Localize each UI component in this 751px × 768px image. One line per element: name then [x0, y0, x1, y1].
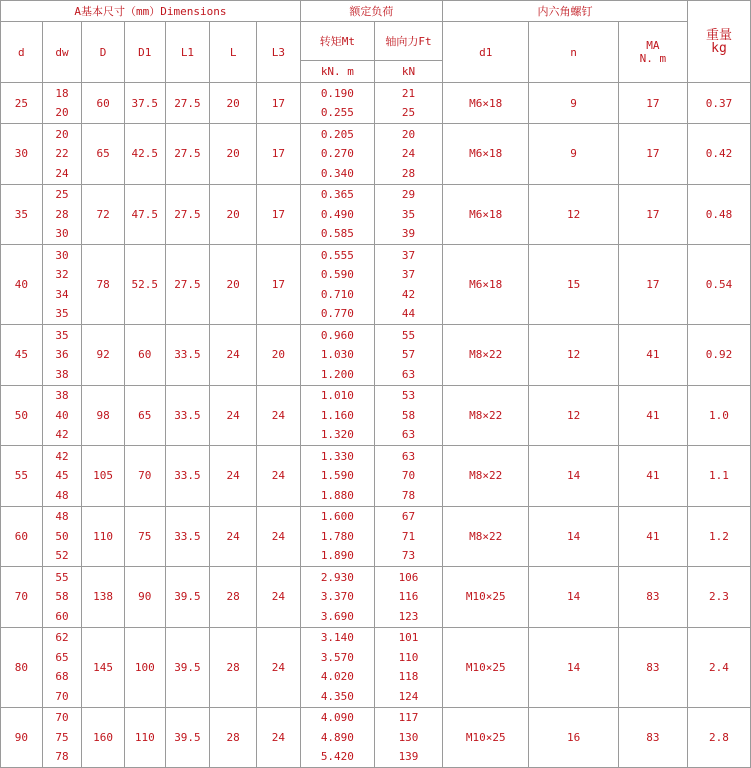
cell-d1: M8×22	[443, 446, 529, 507]
cell-kg: 1.0	[687, 385, 750, 446]
cell-mt	[300, 446, 374, 507]
col-header-ma	[618, 22, 687, 83]
cell-ma: 41	[618, 325, 687, 386]
cell-D: 65	[82, 124, 125, 185]
cell-dw-value: 52	[55, 549, 69, 562]
col-header-L: L	[210, 22, 257, 83]
cell-mt	[300, 83, 374, 124]
cell-ft	[374, 627, 442, 707]
col-header-D1: D1	[124, 22, 165, 83]
cell-dw	[42, 446, 82, 507]
cell-d: 80	[1, 627, 43, 707]
cell-D1: 70	[124, 446, 165, 507]
cell-ft-value: 63	[401, 428, 416, 441]
cell-dw-value: 55	[55, 570, 69, 584]
cell-ma: 17	[618, 184, 687, 245]
cell-ma: 83	[618, 707, 687, 768]
cell-D1: 42.5	[124, 124, 165, 185]
cell-dw-value: 30	[55, 248, 69, 262]
cell-D1: 110	[124, 707, 165, 768]
cell-d1: M10×25	[443, 567, 529, 628]
cell-mt-value: 2.930	[320, 570, 354, 584]
cell-mt-value: 1.780	[320, 529, 354, 543]
cell-dw-value: 38	[55, 389, 69, 402]
cell-L3: 20	[257, 325, 301, 386]
cell-L3: 24	[257, 707, 301, 768]
cell-d: 70	[1, 567, 43, 628]
cell-L1: 27.5	[165, 245, 210, 325]
cell-L1: 27.5	[165, 184, 210, 245]
cell-L1: 33.5	[165, 446, 210, 507]
cell-D: 92	[82, 325, 125, 386]
col-header-L1: L1	[165, 22, 210, 83]
cell-n: 14	[529, 446, 618, 507]
cell-ft-value: 63	[401, 367, 416, 381]
cell-ft-value: 55	[401, 328, 416, 342]
cell-ft-value: 39	[401, 227, 416, 240]
cell-dw-value: 78	[55, 750, 69, 763]
cell-mt-value: 4.350	[320, 689, 354, 703]
cell-mt-value: 0.255	[320, 106, 354, 119]
cell-ma: 83	[618, 627, 687, 707]
cell-ft-value: 37	[401, 268, 416, 281]
cell-L3: 17	[257, 184, 301, 245]
cell-dw	[42, 184, 82, 245]
cell-d: 25	[1, 83, 43, 124]
cell-mt-value: 1.320	[320, 428, 354, 441]
cell-D: 72	[82, 184, 125, 245]
cell-D: 145	[82, 627, 125, 707]
cell-ft-value: 29	[401, 188, 416, 201]
cell-mt-value: 1.200	[320, 367, 354, 381]
cell-d1: M8×22	[443, 325, 529, 386]
cell-ft-value: 118	[398, 670, 419, 683]
cell-L3: 17	[257, 245, 301, 325]
cell-ft	[374, 325, 442, 386]
cell-mt-value: 0.205	[320, 127, 354, 141]
cell-d1: M6×18	[443, 184, 529, 245]
cell-dw-value: 65	[55, 650, 69, 664]
cell-L3: 24	[257, 446, 301, 507]
cell-ft	[374, 184, 442, 245]
cell-dw-value: 30	[55, 227, 69, 240]
cell-mt-value: 1.330	[320, 449, 354, 463]
cell-mt-value: 0.490	[320, 207, 354, 221]
cell-mt-value: 1.030	[320, 348, 354, 361]
cell-kg: 2.3	[687, 567, 750, 628]
cell-dw-value: 42	[55, 449, 69, 463]
cell-dw-value: 35	[55, 328, 69, 342]
cell-ft-value: 110	[398, 650, 419, 664]
cell-d: 60	[1, 506, 43, 567]
cell-ft-value: 101	[398, 631, 419, 644]
cell-ft-value: 25	[401, 106, 416, 119]
cell-ft-value: 78	[401, 488, 416, 502]
cell-mt-value: 1.010	[320, 389, 354, 402]
cell-mt-value: 3.690	[320, 609, 354, 623]
unit-axial-force: kN	[374, 61, 442, 83]
cell-dw	[42, 124, 82, 185]
header-group-row	[1, 1, 751, 22]
cell-dw-value: 45	[55, 469, 69, 482]
cell-ft	[374, 446, 442, 507]
header-column-row	[1, 22, 751, 61]
cell-dw-value: 25	[55, 188, 69, 201]
col-header-d1: d1	[443, 22, 529, 83]
ma-label: MA	[646, 39, 660, 52]
cell-D: 138	[82, 567, 125, 628]
cell-ma: 17	[618, 245, 687, 325]
cell-dw	[42, 83, 82, 124]
cell-dw	[42, 385, 82, 446]
cell-ft-value: 37	[401, 248, 416, 262]
cell-dw-value: 32	[55, 268, 69, 281]
cell-ft-value: 35	[401, 207, 416, 221]
cell-mt	[300, 124, 374, 185]
cell-d1: M10×25	[443, 707, 529, 768]
cell-mt-value: 0.555	[320, 248, 354, 262]
cell-mt-value: 0.590	[320, 268, 354, 281]
cell-ft	[374, 567, 442, 628]
cell-dw-value: 35	[55, 307, 69, 320]
cell-ft-value: 130	[398, 730, 419, 744]
weight-unit: kg	[711, 40, 727, 56]
table-row	[1, 325, 751, 386]
cell-mt	[300, 506, 374, 567]
cell-mt-value: 0.190	[320, 86, 354, 100]
cell-D: 98	[82, 385, 125, 446]
col-header-L3: L3	[257, 22, 301, 83]
cell-d1: M6×18	[443, 245, 529, 325]
cell-mt-value: 5.420	[320, 750, 354, 763]
cell-dw-value: 22	[55, 147, 69, 160]
cell-ft-value: 70	[401, 469, 416, 482]
cell-D1: 65	[124, 385, 165, 446]
cell-mt-value: 3.370	[320, 590, 354, 603]
cell-d: 40	[1, 245, 43, 325]
cell-kg: 0.42	[687, 124, 750, 185]
ma-unit: N. m	[639, 52, 667, 65]
cell-mt	[300, 627, 374, 707]
cell-mt-value: 3.570	[320, 650, 354, 664]
col-header-torque: 转矩Mt	[300, 22, 374, 61]
cell-L: 24	[210, 385, 257, 446]
cell-L: 20	[210, 184, 257, 245]
header-rated-load: 额定负荷	[300, 1, 442, 22]
cell-kg: 2.8	[687, 707, 750, 768]
cell-mt	[300, 567, 374, 628]
cell-D1: 47.5	[124, 184, 165, 245]
cell-mt-value: 0.770	[320, 307, 354, 320]
cell-dw	[42, 627, 82, 707]
cell-ft	[374, 245, 442, 325]
cell-mt-value: 4.020	[320, 670, 354, 683]
cell-mt-value: 0.270	[320, 147, 354, 160]
cell-n: 14	[529, 627, 618, 707]
cell-dw-value: 34	[55, 287, 69, 301]
cell-d: 45	[1, 325, 43, 386]
cell-dw-value: 24	[55, 166, 69, 180]
col-header-n: n	[529, 22, 618, 83]
cell-mt-value: 3.140	[320, 631, 354, 644]
cell-dw-value: 20	[55, 127, 69, 141]
cell-D1: 37.5	[124, 83, 165, 124]
cell-L3: 17	[257, 124, 301, 185]
cell-ft	[374, 83, 442, 124]
cell-dw-value: 36	[55, 348, 69, 361]
cell-L: 28	[210, 627, 257, 707]
cell-L: 24	[210, 325, 257, 386]
cell-d1: M8×22	[443, 385, 529, 446]
cell-L3: 24	[257, 385, 301, 446]
cell-ft-value: 57	[401, 348, 416, 361]
cell-ft-value: 21	[401, 86, 416, 100]
cell-n: 15	[529, 245, 618, 325]
cell-dw-value: 58	[55, 590, 69, 603]
cell-mt	[300, 707, 374, 768]
header-basic-dimensions: A基本尺寸（mm）Dimensions	[1, 1, 301, 22]
cell-mt-value: 1.880	[320, 488, 354, 502]
cell-d1: M6×18	[443, 83, 529, 124]
cell-dw-value: 75	[55, 730, 69, 744]
cell-mt	[300, 385, 374, 446]
table-row	[1, 83, 751, 124]
cell-L1: 27.5	[165, 83, 210, 124]
cell-n: 12	[529, 325, 618, 386]
cell-dw-value: 20	[55, 106, 69, 119]
cell-kg: 2.4	[687, 627, 750, 707]
cell-D1: 52.5	[124, 245, 165, 325]
cell-L: 28	[210, 707, 257, 768]
table-row	[1, 567, 751, 628]
cell-ft	[374, 506, 442, 567]
cell-kg: 0.37	[687, 83, 750, 124]
table-row	[1, 124, 751, 185]
cell-L1: 39.5	[165, 627, 210, 707]
cell-mt	[300, 325, 374, 386]
cell-kg: 0.48	[687, 184, 750, 245]
cell-L1: 39.5	[165, 567, 210, 628]
cell-n: 9	[529, 83, 618, 124]
cell-dw-value: 48	[55, 510, 69, 523]
cell-dw-value: 68	[55, 670, 69, 683]
cell-dw-value: 70	[55, 689, 69, 703]
cell-ma: 17	[618, 124, 687, 185]
weight-title: 重量	[705, 27, 732, 43]
cell-ma: 41	[618, 385, 687, 446]
cell-mt-value: 1.890	[320, 549, 354, 562]
cell-ft-value: 139	[398, 750, 419, 763]
table-row	[1, 627, 751, 707]
cell-ft	[374, 707, 442, 768]
cell-ft-value: 58	[401, 408, 416, 422]
cell-ft-value: 28	[401, 166, 416, 180]
cell-D: 160	[82, 707, 125, 768]
cell-L3: 24	[257, 567, 301, 628]
cell-D: 105	[82, 446, 125, 507]
cell-ft-value: 73	[401, 549, 416, 562]
cell-D: 78	[82, 245, 125, 325]
cell-L3: 24	[257, 627, 301, 707]
cell-ft-value: 20	[401, 127, 416, 141]
cell-L: 20	[210, 83, 257, 124]
cell-d: 35	[1, 184, 43, 245]
header-weight	[687, 1, 750, 83]
cell-kg: 0.92	[687, 325, 750, 386]
cell-kg: 1.1	[687, 446, 750, 507]
cell-dw	[42, 707, 82, 768]
cell-kg: 1.2	[687, 506, 750, 567]
cell-dw-value: 42	[55, 428, 69, 441]
cell-n: 16	[529, 707, 618, 768]
cell-dw	[42, 506, 82, 567]
cell-dw-value: 70	[55, 711, 69, 724]
cell-n: 9	[529, 124, 618, 185]
cell-mt-value: 0.960	[320, 328, 354, 342]
cell-ft-value: 71	[401, 529, 416, 543]
cell-L: 20	[210, 124, 257, 185]
cell-L: 28	[210, 567, 257, 628]
cell-ft-value: 106	[398, 570, 419, 584]
cell-mt	[300, 184, 374, 245]
cell-ma: 17	[618, 83, 687, 124]
cell-d: 30	[1, 124, 43, 185]
col-header-dw: dw	[42, 22, 82, 83]
cell-ft-value: 24	[401, 147, 416, 160]
cell-L1: 33.5	[165, 325, 210, 386]
cell-dw-value: 18	[55, 86, 69, 100]
cell-ft-value: 63	[401, 449, 416, 463]
cell-dw-value: 28	[55, 207, 69, 221]
cell-L1: 33.5	[165, 506, 210, 567]
header-hex-screw: 内六角螺钉	[443, 1, 688, 22]
cell-mt-value: 1.590	[320, 469, 354, 482]
cell-D1: 90	[124, 567, 165, 628]
cell-dw	[42, 567, 82, 628]
table-body	[1, 83, 751, 768]
col-header-axial-force: 轴向力Ft	[374, 22, 442, 61]
cell-mt-value: 4.090	[320, 711, 354, 724]
cell-mt	[300, 245, 374, 325]
cell-ft-value: 67	[401, 510, 416, 523]
cell-L: 20	[210, 245, 257, 325]
cell-ft-value: 53	[401, 389, 416, 402]
table-row	[1, 707, 751, 768]
cell-ft-value: 124	[398, 689, 419, 703]
cell-ft-value: 116	[398, 590, 419, 603]
cell-ft	[374, 385, 442, 446]
col-header-D: D	[82, 22, 125, 83]
cell-L3: 17	[257, 83, 301, 124]
cell-dw-value: 60	[55, 609, 69, 623]
cell-L1: 39.5	[165, 707, 210, 768]
cell-mt-value: 1.160	[320, 408, 354, 422]
table-row	[1, 245, 751, 325]
cell-L: 24	[210, 446, 257, 507]
cell-ft-value: 123	[398, 609, 419, 623]
cell-D: 60	[82, 83, 125, 124]
cell-d1: M8×22	[443, 506, 529, 567]
cell-L: 24	[210, 506, 257, 567]
cell-n: 12	[529, 184, 618, 245]
cell-n: 14	[529, 567, 618, 628]
cell-dw	[42, 325, 82, 386]
table-row	[1, 446, 751, 507]
cell-L1: 33.5	[165, 385, 210, 446]
cell-ft-value: 42	[401, 287, 416, 301]
cell-dw	[42, 245, 82, 325]
table-row	[1, 506, 751, 567]
cell-mt-value: 1.600	[320, 510, 354, 523]
cell-D1: 75	[124, 506, 165, 567]
cell-n: 12	[529, 385, 618, 446]
cell-d: 90	[1, 707, 43, 768]
cell-mt-value: 0.365	[320, 188, 354, 201]
cell-mt-value: 0.340	[320, 166, 354, 180]
cell-mt-value: 0.585	[320, 227, 354, 240]
cell-d: 55	[1, 446, 43, 507]
cell-kg: 0.54	[687, 245, 750, 325]
table-row	[1, 184, 751, 245]
cell-D1: 60	[124, 325, 165, 386]
cell-dw-value: 50	[55, 529, 69, 543]
cell-ft-value: 117	[398, 711, 419, 724]
cell-ma: 41	[618, 446, 687, 507]
col-header-d: d	[1, 22, 43, 83]
cell-D: 110	[82, 506, 125, 567]
unit-torque: kN. m	[300, 61, 374, 83]
cell-mt-value: 0.710	[320, 287, 354, 301]
cell-n: 14	[529, 506, 618, 567]
cell-ft	[374, 124, 442, 185]
cell-d: 50	[1, 385, 43, 446]
cell-dw-value: 48	[55, 488, 69, 502]
cell-D1: 100	[124, 627, 165, 707]
table-row	[1, 385, 751, 446]
cell-mt-value: 4.890	[320, 730, 354, 744]
cell-dw-value: 62	[55, 631, 69, 644]
cell-d1: M6×18	[443, 124, 529, 185]
cell-dw-value: 40	[55, 408, 69, 422]
cell-dw-value: 38	[55, 367, 69, 381]
cell-ft-value: 44	[401, 307, 416, 320]
cell-ma: 41	[618, 506, 687, 567]
cell-d1: M10×25	[443, 627, 529, 707]
cell-ma: 83	[618, 567, 687, 628]
cell-L1: 27.5	[165, 124, 210, 185]
cell-L3: 24	[257, 506, 301, 567]
